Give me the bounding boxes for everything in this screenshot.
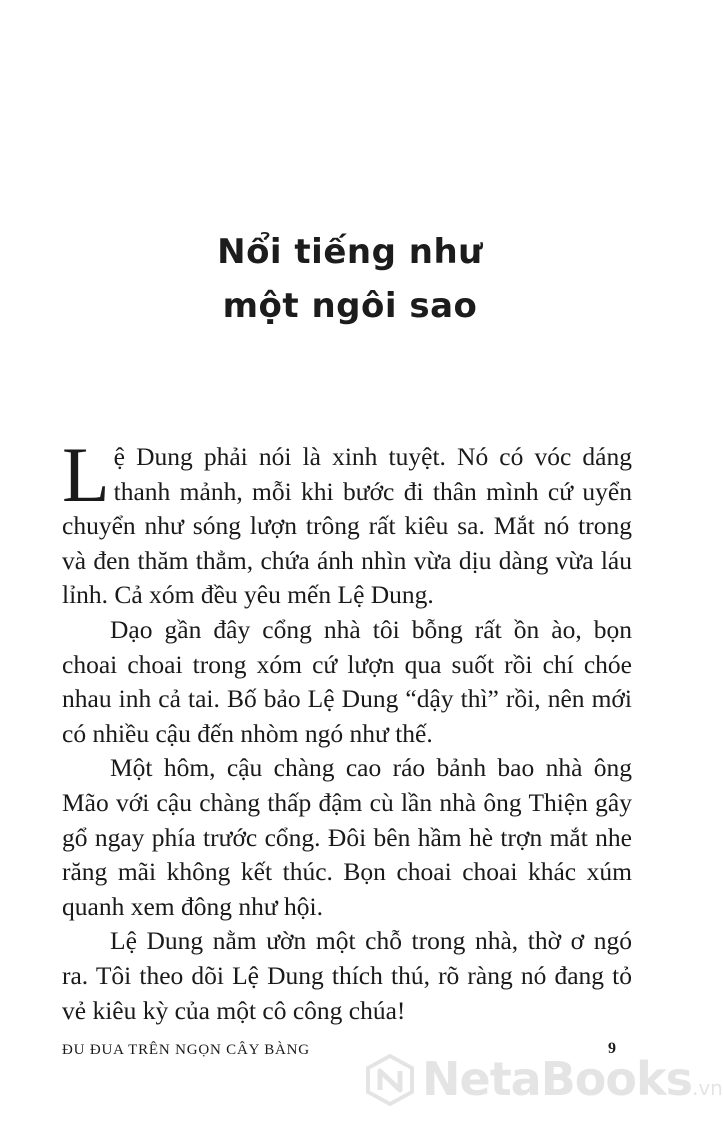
watermark-suffix: .vn xyxy=(691,1076,723,1100)
watermark-brand: NetaBooks xyxy=(422,1052,692,1106)
chapter-title-line-2: một ngôi sao xyxy=(222,286,478,326)
watermark xyxy=(364,1050,723,1112)
body-text xyxy=(62,431,632,1028)
chapter-title xyxy=(0,225,700,333)
drop-cap: L xyxy=(62,431,110,518)
netabooks-logo-icon xyxy=(364,1054,416,1106)
paragraph-2: Dạo gần đây cổng nhà tôi bỗng rất ồn ào, bọn choai choai trong xóm cứ lượn qua suốt rồi chí chóe nhau inh cả tai. Bố bảo Lệ Dung “dậy thì” rồi, nên mới có nhiều cậu đến nhòm ngó như thế. xyxy=(62,614,632,748)
footer-book-title: ĐU ĐUA TRÊN NGỌN CÂY BÀNG xyxy=(62,1042,310,1058)
paragraph-1 xyxy=(62,431,632,613)
paragraph-4: Lệ Dung nằm ườn một chỗ trong nhà, thờ ơ ngó ra. Tôi theo dõi Lệ Dung thích thú, rõ ràng nó đang tỏ vẻ kiêu kỳ của một cô công chúa! xyxy=(62,926,632,1025)
paragraph-1-text: ệ Dung phải nói là xinh tuyệt. Nó có vóc dáng thanh mảnh, mỗi khi bước đi thân mình cứ uyển chuyển như sóng lượn trông rất kiêu sa. Mắt nó trong và đen thăm thẳm, chứa ánh nhìn vừa dịu dàng vừa láu lỉnh. Cả xóm đều yêu mến Lệ Dung. xyxy=(62,442,632,610)
page-number: 9 xyxy=(608,1040,616,1057)
chapter-title-line-1: Nổi tiếng như xyxy=(217,232,483,272)
watermark-text xyxy=(422,1052,723,1106)
paragraph-3: Một hôm, cậu chàng cao ráo bảnh bao nhà ông Mão với cậu chàng thấp đậm cù lần nhà ông Thiện gây gổ ngay phía trước cổng. Đôi bên hầm hè trợn mắt nhe răng mãi không kết thúc. Bọn choai choai khác xúm quanh xem đông như hội. xyxy=(62,753,632,921)
